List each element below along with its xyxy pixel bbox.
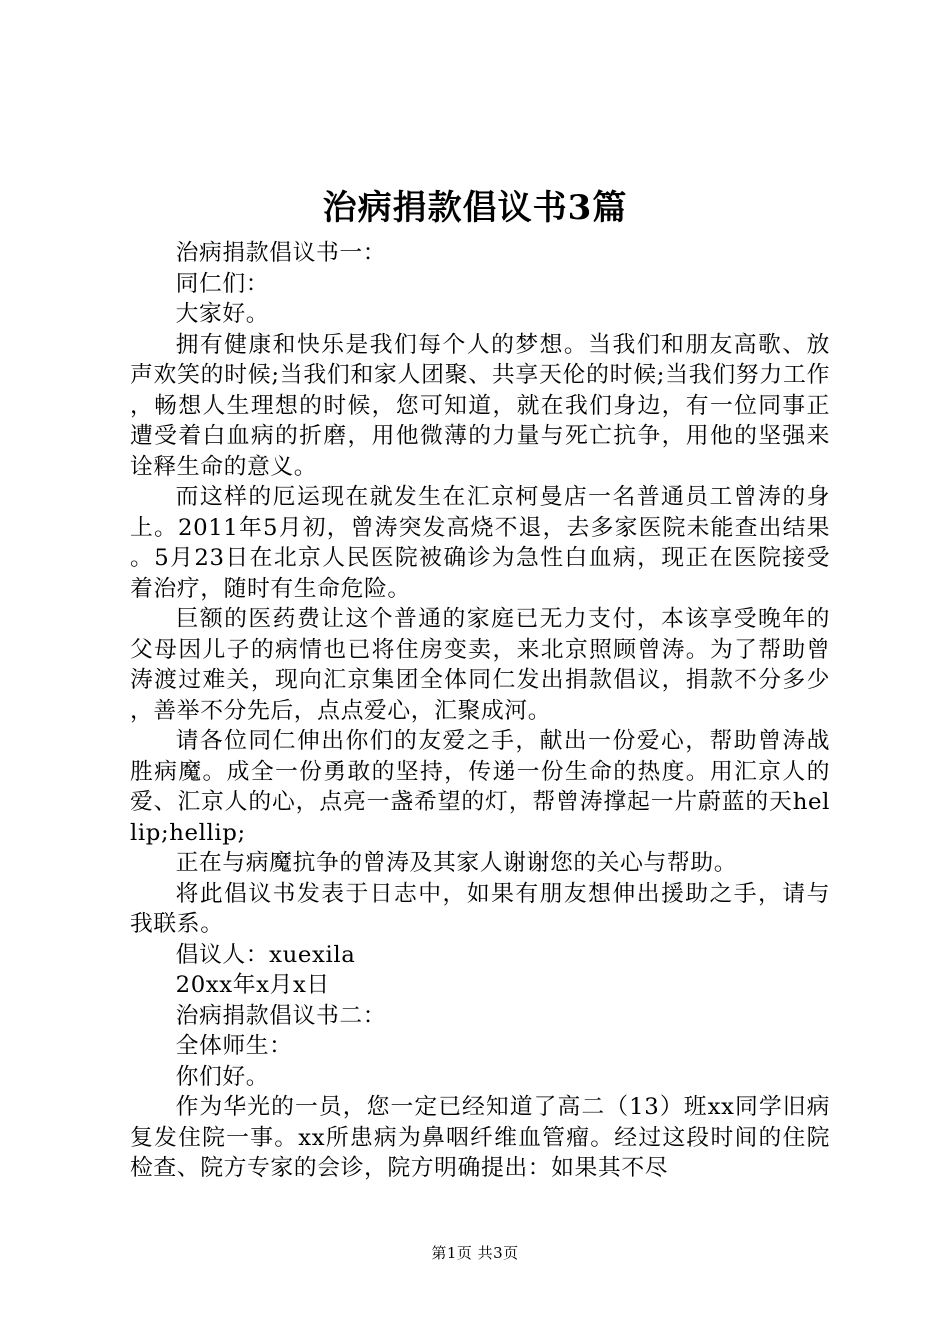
- paragraph-signature: 倡议人：xuexila: [175, 941, 356, 968]
- paragraph-heading-2: 治病捐款倡议书二：: [175, 1002, 387, 1029]
- paragraph-body: 巨额的医药费让这个普通的家庭已无力支付，本该享受晚年的父母因儿子的病情也已将住房变卖，来北京照顾曾涛。为了帮助曾涛渡过难关，现向汇京集团全体同仁发出捐款倡议，捐款不分多少，善举不分先后，点点爱心，汇聚成河。: [130, 606, 830, 724]
- paragraph-body: 请各位同仁伸出你们的友爱之手，献出一份爱心，帮助曾涛战胜病魔。成全一份勇敢的坚持，传递一份生命的热度。用汇京人的爱、汇京人的心，点亮一盏希望的灯，帮曾涛撑起一片蔚蓝的天hellip;hellip;: [130, 728, 830, 846]
- paragraph-body: 将此倡议书发表于日志中，如果有朋友想伸出援助之手，请与我联系。: [130, 880, 830, 937]
- paragraph-body: 拥有健康和快乐是我们每个人的梦想。当我们和朋友高歌、放声欢笑的时候;当我们和家人团聚、共享天伦的时候;当我们努力工作，畅想人生理想的时候，您可知道，就在我们身边，有一位同事正遭受着白血病的折磨，用他微薄的力量与死亡抗争，用他的坚强来诠释生命的意义。: [130, 331, 830, 480]
- paragraph-greeting-2: 你们好。: [175, 1063, 270, 1090]
- document-body: [130, 238, 830, 1184]
- paragraph-body: 作为华光的一员，您一定已经知道了高二（13）班xx同学旧病复发住院一事。xx所患病为鼻咽纤维血管瘤。经过这段时间的住院检查、院方专家的会诊，院方明确提出：如果其不尽: [130, 1094, 830, 1181]
- page-number-footer: 第1页 共3页: [431, 1244, 519, 1262]
- paragraph-salutation-1: 同仁们：: [175, 270, 270, 297]
- paragraph-salutation-2: 全体师生：: [175, 1033, 293, 1059]
- paragraph-greeting-1: 大家好。: [175, 301, 270, 327]
- paragraph-date: 20xx年x月x日: [175, 972, 330, 998]
- paragraph-body: 而这样的厄运现在就发生在汇京柯曼店一名普通员工曾涛的身上。2011年5月初，曾涛突发高烧不退，去多家医院未能查出结果。5月23日在北京人民医院被确诊为急性白血病，现正在医院接受着治疗，随时有生命危险。: [130, 484, 830, 602]
- document-title: 治病捐款倡议书3篇: [322, 188, 628, 228]
- paragraph-heading-1: 治病捐款倡议书一：: [175, 240, 387, 266]
- paragraph-body: 正在与病魔抗争的曾涛及其家人谢谢您的关心与帮助。: [175, 850, 738, 876]
